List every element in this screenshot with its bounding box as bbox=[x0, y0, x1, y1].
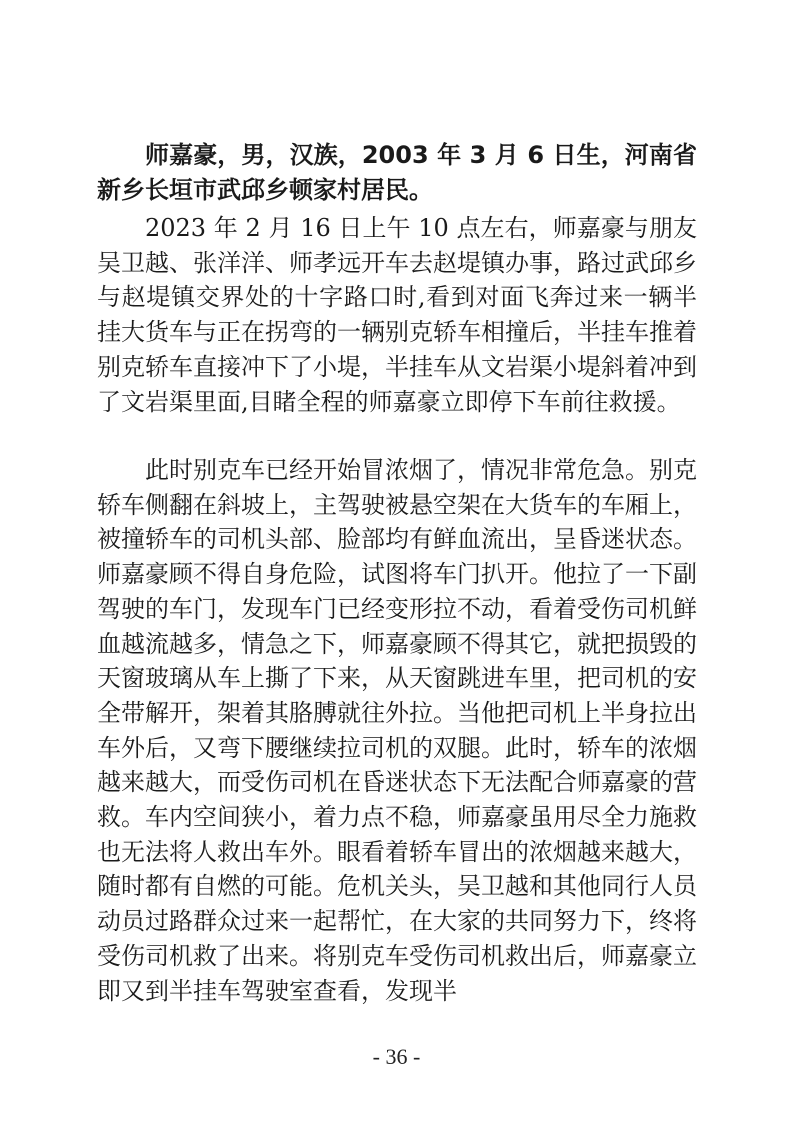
person-intro: 师嘉豪，男，汉族，2003 年 3 月 6 日生，河南省新乡长垣市武邱乡顿家村居民。 bbox=[97, 141, 697, 204]
rescue-paragraph: 此时别克车已经开始冒浓烟了，情况非常危急。别克轿车侧翻在斜坡上，主驾驶被悬空架在大货车的车厢上，被撞轿车的司机头部、脸部均有鲜血流出，呈昏迷状态。师嘉豪顾不得自身危险，试图将车门扒开。他拉了一下副驾驶的车门，发现车门已经变形拉不动，看着受伤司机鲜血越流越多，情急之下，师嘉豪顾不得其它，就把损毁的天窗玻璃从车上撕了下来，从天窗跳进车里，把司机的安全带解开，架着其胳膊就往外拉。当他把司机上半身拉出车外后，又弯下腰继续拉司机的双腿。此时，轿车的浓烟越来越大，而受伤司机在昏迷状态下无法配合师嘉豪的营救。车内空间狭小，着力点不稳，师嘉豪虽用尽全力施救也无法将人救出车外。眼看着轿车冒出的浓烟越来越大，随时都有自燃的可能。危机关头，吴卫越和其他同行人员动员过路群众过来一起帮忙，在大家的共同努力下，终将受伤司机救了出来。将别克车受伤司机救出后，师嘉豪立即又到半挂车驾驶室查看，发现半 bbox=[97, 456, 697, 1005]
page-number: - 36 - bbox=[372, 1044, 421, 1069]
incident-paragraph: 2023 年 2 月 16 日上午 10 点左右，师嘉豪与朋友吴卫越、张洋洋、师孝远开车去赵堤镇办事，路过武邱乡与赵堤镇交界处的十字路口时,看到对面飞奔过来一辆半挂大货车与正在拐弯的一辆别克轿车相撞后，半挂车推着别克轿车直接冲下了小堤，半挂车从文岩渠小堤斜着冲到了文岩渠里面,目睹全程的师嘉豪立即停下车前往救援。 bbox=[97, 214, 697, 416]
